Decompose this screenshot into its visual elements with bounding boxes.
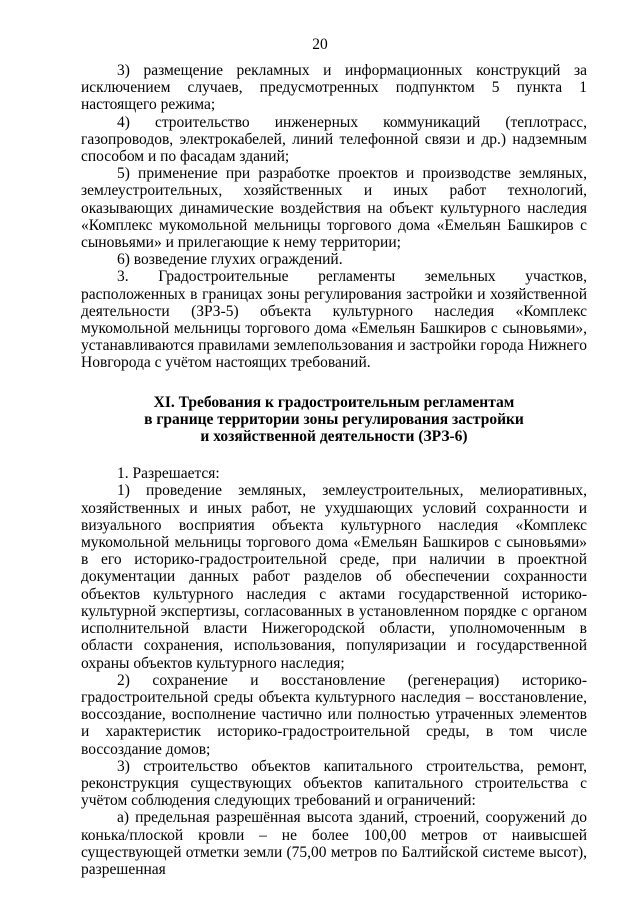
paragraph-item-3-advertising: 3) размещение рекламных и информационных конструкций за исключением случаев, предусмотренных подпунктом 5 пункта 1 настоящего режима; <box>81 62 587 114</box>
section-heading-line-2: в границе территории зоны регулирования застройки <box>144 410 524 428</box>
paragraph-subitem-a-height: а) предельная разрешённая высота зданий, строений, сооружений до конька/плоской кровли – не более 100,00 метров от наивысшей существующей отметки земли (75,00 метров по Балтийской системе высот), разрешенная <box>81 809 587 878</box>
paragraph-item-5-technologies: 5) применение при разработке проектов и производстве земляных, землеустроительных, хозяйственных и иных работ технологий, оказывающих динамические воздействия на объект культурного наследия «Комплекс мукомольной мельницы торгового дома «Емельян Башкиров с сыновьями» и прилегающие к нему территории; <box>81 165 587 252</box>
paragraph-item-2-restoration: 2) сохранение и восстановление (регенерация) историко-градостроительной среды объекта культурного наследия – восстановление, воссоздание, восполнение частично или полностью утраченных элементов и характеристик историко-градостроительной среды, в том числе воссоздание домов; <box>81 671 587 758</box>
paragraph-item-4-utilities: 4) строительство инженерных коммуникаций (теплотрасс, газопроводов, электрокабелей, линий телефонной связи и др.) надземным способом и по фасадам зданий; <box>81 113 587 166</box>
paragraph-item-1-works: 1) проведение земляных, землеустроительных, мелиоративных, хозяйственных и иных работ, не ухудшающих условий сохранности и визуального восприятия объекта культурного наследия «Комплекс мукомольной мельницы торгового дома «Емельян Башкиров с сыновьями» в его историко-градостроительной среде, при наличии в проектной документации данных работ разделов об обеспечении сохранности объектов культурного наследия с актами государственной историко-культурной экспертизы, согласованных в установленном порядке с органом исполнительной власти Нижегородской области, уполномоченным в области сохранения, использования, популяризации и государственной охраны объектов культурного наследия; <box>81 482 587 672</box>
document-body <box>81 62 587 878</box>
section-heading <box>81 394 587 446</box>
section-heading-line-1: XI. Требования к градостроительным регламентам <box>153 393 515 411</box>
section-heading-line-3: и хозяйственной деятельности (ЗРЗ-6) <box>200 428 468 446</box>
page-number: 20 <box>312 36 328 53</box>
paragraph-item-6-fences: 6) возведение глухих ограждений. <box>117 251 343 269</box>
paragraph-clause-3-regulations: 3. Градостроительные регламенты земельных участков, расположенных в границах зоны регулирования застройки и хозяйственной деятельности (ЗРЗ-5) объекта культурного наследия «Комплекс мукомольной мельницы торгового дома «Емельян Башкиров с сыновьями», устанавливаются правилами землепользования и застройки города Нижнего Новгорода с учётом настоящих требований. <box>81 268 587 372</box>
paragraph-clause-1-permitted: 1. Разрешается: <box>117 465 220 483</box>
paragraph-item-3-construction: 3) строительство объектов капитального строительства, ремонт, реконструкция существующих объектов капитального строительства с учётом соблюдения следующих требований и ограничений: <box>81 757 587 810</box>
